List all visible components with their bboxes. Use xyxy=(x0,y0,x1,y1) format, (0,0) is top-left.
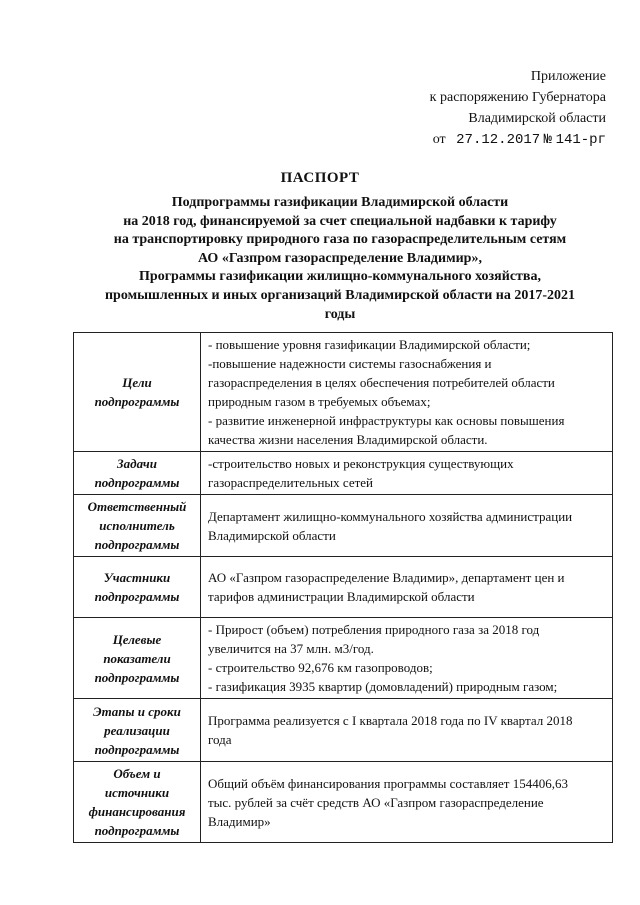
value-line: -повышение надежности системы газоснабжения и xyxy=(208,356,492,371)
value-line: Программа реализуется с I квартала 2018 года по IV квартал 2018 xyxy=(208,713,573,728)
row-label-executor xyxy=(74,495,201,557)
subtitle-line: на 2018 год, финансируемой за счет специальной надбавки к тарифу xyxy=(123,213,557,229)
row-label-financing xyxy=(74,762,201,843)
label-line: Участники xyxy=(103,570,171,585)
number-value: 141-рг xyxy=(555,132,606,148)
value-line: -строительство новых и реконструкция существующих xyxy=(208,456,514,471)
row-label-indicators xyxy=(74,618,201,699)
value-line: Владимир» xyxy=(208,813,271,829)
value-line: Департамент жилищно-коммунального хозяйства администрации xyxy=(208,508,573,524)
label-line: исполнитель xyxy=(99,518,175,533)
appendix-date-line xyxy=(430,129,606,151)
row-value-indicators xyxy=(201,618,613,699)
label-line: реализации xyxy=(104,722,170,738)
appendix-line-1: Приложение xyxy=(530,69,606,84)
label-line: подпрограммы xyxy=(94,741,180,757)
label-line: подпрограммы xyxy=(94,823,180,838)
document-title: ПАСПОРТ xyxy=(280,170,360,186)
row-label-goals xyxy=(74,333,201,452)
label-line: подпрограммы xyxy=(94,537,180,552)
value-line: - газификация 3935 квартир (домовладений) природным газом; xyxy=(208,679,558,694)
document-subtitle xyxy=(70,194,610,324)
number-sign: № xyxy=(543,132,553,148)
value-line: АО «Газпром газораспределение Владимир», департамент цен и xyxy=(208,570,565,585)
label-line: Цели xyxy=(122,375,152,390)
label-line: показатели xyxy=(103,650,171,666)
label-line: финансирования xyxy=(88,804,186,819)
table-row xyxy=(74,557,613,618)
table-row xyxy=(74,699,613,762)
label-line: Объем и xyxy=(113,766,161,781)
table-row xyxy=(74,618,613,699)
subtitle-line: Подпрограммы газификации Владимирской области xyxy=(171,195,509,210)
label-line: подпрограммы xyxy=(94,669,180,685)
value-line: года xyxy=(208,732,232,747)
value-line: тыс. рублей за счёт средств АО «Газпром газораспределение xyxy=(208,794,544,810)
table-row xyxy=(74,333,613,452)
label-line: Этапы и сроки xyxy=(93,703,181,719)
subtitle-line: АО «Газпром газораспределение Владимир», xyxy=(198,250,482,266)
subtitle-line: на транспортировку природного газа по газораспределительным сетям xyxy=(113,232,567,248)
row-value-stages xyxy=(201,699,613,762)
row-value-financing xyxy=(201,762,613,843)
subtitle-line: Программы газификации жилищно-коммунального хозяйства, xyxy=(139,269,541,285)
table-row xyxy=(74,762,613,843)
row-value-executor xyxy=(201,495,613,557)
label-line: источники xyxy=(104,785,170,800)
value-line: увеличится на 37 млн. м3/год. xyxy=(208,641,374,656)
value-line: тарифов администрации Владимирской области xyxy=(208,589,475,604)
row-label-tasks xyxy=(74,452,201,495)
label-line: подпрограммы xyxy=(94,394,180,409)
appendix-header xyxy=(430,66,606,151)
appendix-line-2: к распоряжению Губернатора xyxy=(429,90,606,105)
subtitle-line: годы xyxy=(324,306,356,322)
row-value-goals xyxy=(201,333,613,452)
label-line: Ответственный xyxy=(87,499,187,514)
value-line: качества жизни населения Владимирской области. xyxy=(208,432,488,447)
subtitle-line: промышленных и иных организаций Владимирской области на 2017-2021 xyxy=(104,287,576,303)
date-prefix: от xyxy=(432,132,446,147)
value-line: - Прирост (объем) потребления природного газа за 2018 год xyxy=(208,622,540,637)
label-line: Задачи xyxy=(117,456,157,471)
date-value: 27.12.2017 xyxy=(456,132,541,148)
value-line: - повышение уровня газификации Владимирской области; xyxy=(208,337,531,352)
value-line: газораспределительных сетей xyxy=(208,475,374,490)
row-value-participants xyxy=(201,557,613,618)
label-line: подпрограммы xyxy=(94,475,180,490)
appendix-line-3: Владимирской области xyxy=(468,111,606,126)
value-line: Владимирской области xyxy=(208,527,336,543)
value-line: Общий объём финансирования программы составляет 154406,63 xyxy=(208,775,568,791)
value-line: - развитие инженерной инфраструктуры как основы повышения xyxy=(208,413,565,428)
label-line: подпрограммы xyxy=(94,589,180,604)
value-line: - строительство 92,676 км газопроводов; xyxy=(208,660,433,675)
label-line: Целевые xyxy=(112,631,162,647)
row-value-tasks xyxy=(201,452,613,495)
table-row xyxy=(74,452,613,495)
passport-table xyxy=(73,332,613,843)
value-line: газораспределения в целях обеспечения потребителей области xyxy=(208,375,555,390)
table-row xyxy=(74,495,613,557)
row-label-stages xyxy=(74,699,201,762)
value-line: природным газом в требуемых объемах; xyxy=(208,394,431,409)
row-label-participants xyxy=(74,557,201,618)
